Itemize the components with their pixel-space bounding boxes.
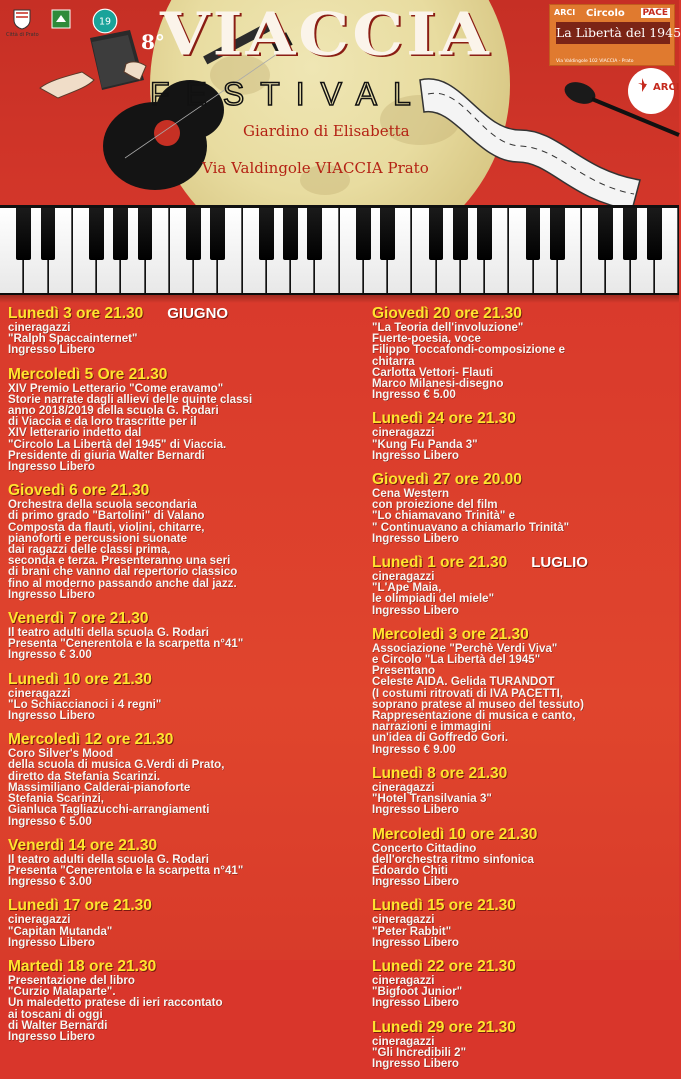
event-item (8, 671, 353, 722)
arci-logo (628, 68, 680, 114)
city-crest-icon (11, 8, 33, 30)
event-detail-line: Presenta "Cenerentola e la scarpetta n°41" (8, 637, 244, 651)
event-detail-line: "Bigfoot Junior" (372, 985, 463, 999)
event-detail-line: Filippo Toccafondi-composizione e (372, 343, 566, 357)
event-detail-line: Associazione "Perchè Verdi Viva" (372, 641, 558, 655)
event-detail-line: Presentano (372, 664, 436, 678)
event-detail-line: Ingresso Libero (8, 1029, 95, 1043)
event-detail-line: "L'Ape Maia, (372, 581, 442, 595)
event-detail-line: Ingresso Libero (8, 343, 95, 357)
event-date-time: Giovedì 20 ore 21.30 (372, 305, 522, 322)
event-detail-line: Ingresso Libero (8, 460, 95, 474)
piano-black-key (113, 208, 128, 260)
event-detail-line: Ingresso Libero (8, 587, 95, 601)
event-detail-line: soprano pratese al museo del tessuto) (372, 697, 584, 711)
event-item (8, 958, 353, 1042)
event-date-time: Lunedì 22 ore 21.30 (372, 957, 516, 975)
program-column-june (8, 305, 353, 1052)
event-detail-line: di Viaccia e da loro trascritte per il (8, 415, 197, 429)
piano-black-key (550, 208, 565, 260)
event-detail-line: Ingresso Libero (8, 709, 95, 723)
event-item (8, 731, 353, 826)
event-detail-line: Edoardo Chiti (372, 863, 448, 877)
event-detail-line: fino al moderno passando anche dal jazz. (8, 576, 237, 590)
event-item (8, 610, 353, 661)
event-date-time: Venerdì 7 ore 21.30 (8, 610, 149, 628)
event-detail-line: un'idea di Goffredo Gori. (372, 731, 509, 745)
event-detail-line: Ingresso Libero (372, 603, 459, 617)
event-date-time: Lunedì 8 ore 21.30 (372, 764, 508, 782)
piano-black-key (477, 208, 492, 260)
event-item (372, 1019, 674, 1070)
event-detail-line: Ingresso Libero (372, 996, 459, 1010)
event-detail-line: (I costumi ritrovati di IVA PACETTI, (372, 686, 564, 700)
event-detail-line: "La Teoria dell'involuzione" (372, 321, 524, 334)
event-detail-line: ai toscani di oggi (8, 1007, 103, 1021)
event-date-time: Lunedì 17 ore 21.30 (8, 897, 152, 915)
piano-black-key (380, 208, 395, 260)
event-detail-line: cineragazzi (8, 913, 71, 927)
event-detail-line: Ingresso Libero (372, 803, 459, 817)
event-detail-line: diretto da Stefania Scarinzi. (8, 769, 161, 783)
event-item (372, 958, 674, 1009)
event-date-time: Lunedì 3 ore 21.30 (8, 305, 144, 322)
sponsor-banner (549, 4, 681, 66)
piano-black-key (41, 208, 56, 260)
event-date-time: Venerdì 14 ore 21.30 (8, 836, 158, 854)
event-detail-line: cineragazzi (372, 780, 435, 794)
event-detail-line: Ingresso Libero (372, 875, 459, 889)
event-detail-line: dai ragazzi delle classi prima, (8, 543, 171, 557)
event-detail-line: di Walter Bernardi (8, 1018, 108, 1032)
event-detail-line: cineragazzi (8, 686, 71, 700)
event-detail-line: Marco Milanesi-disegno (372, 377, 504, 391)
event-detail-line: Composta da flauti, violini, chitarre, (8, 520, 205, 534)
event-detail-line: Ingresso € 5.00 (372, 388, 456, 402)
event-date-time: Giovedì 27 ore 20.00 (372, 471, 522, 489)
event-detail-line: Coro Silver's Mood (8, 747, 114, 761)
event-date-time: Lunedì 15 ore 21.30 (372, 897, 516, 915)
event-detail-line: "Kung Fu Panda 3" (372, 437, 478, 451)
venue-address: Via Valdingole VIACCIA Prato (202, 159, 429, 177)
event-item (8, 305, 353, 356)
event-detail-line: cineragazzi (8, 321, 71, 334)
piano-black-key (16, 208, 31, 260)
event-detail-line: Il teatro adulti della scuola G. Rodari (8, 626, 209, 640)
event-detail-line: Fuerte-poesia, voce (372, 332, 481, 346)
piano-black-key (647, 208, 662, 260)
month-label: LUGLIO (531, 554, 588, 572)
event-detail-line: Ingresso € 3.00 (8, 648, 92, 662)
event-date-time: Mercoledì 5 Ore 21.30 (8, 365, 168, 383)
venue-name: Giardino di Elisabetta (243, 122, 410, 140)
piano-black-key (453, 208, 468, 260)
piano-black-key (598, 208, 613, 260)
event-detail-line: cineragazzi (372, 426, 435, 440)
event-detail-line: Presidente di giuria Walter Bernardi (8, 448, 205, 462)
event-detail-line: Cena Western (372, 487, 450, 501)
event-detail-line: "Curzio Malaparte". (8, 985, 116, 999)
event-detail-line: della scuola di musica G.Verdi di Prato, (8, 758, 225, 772)
event-date-time: Lunedì 10 ore 21.30 (8, 670, 152, 688)
event-detail-line: Ingresso € 5.00 (8, 814, 92, 828)
event-detail-line: "Lo chiamavano Trinità" e (372, 509, 516, 523)
event-header-row (372, 554, 674, 571)
event-item (372, 765, 674, 816)
piano-black-key (186, 208, 201, 260)
badge-number: 19 (98, 16, 112, 28)
event-header-row (8, 305, 353, 322)
festival-subtitle: FESTIVAL (150, 76, 427, 112)
event-detail-line: " Continuavano a chiamarlo Trinità" (372, 520, 570, 534)
piano-black-key (138, 208, 153, 260)
sponsor-circolo-label: Circolo (586, 8, 625, 19)
piano-black-key (259, 208, 274, 260)
event-detail-line: Presentazione del libro (8, 973, 135, 987)
event-detail-line: Ingresso Libero (372, 448, 459, 462)
event-detail-line: Orchestra della scuola secondaria (8, 498, 197, 512)
event-item (372, 626, 674, 755)
event-detail-line: "Ralph Spaccainternet" (8, 332, 138, 346)
piano-black-key (429, 208, 444, 260)
event-item (372, 305, 674, 400)
arci-star-icon (628, 68, 680, 114)
event-detail-line: "Peter Rabbit" (372, 924, 452, 938)
event-detail-line: Gianluca Tagliazucchi-arrangiamenti (8, 803, 210, 817)
event-detail-line: "Hotel Transilvania 3" (372, 792, 492, 806)
arci-small-logo: ARCI (554, 8, 576, 17)
event-detail-line: Rappresentazione di musica e canto, (372, 709, 576, 723)
event-detail-line: Celeste AIDA. Gelida TURANDOT (372, 675, 555, 689)
event-detail-line: cineragazzi (372, 973, 435, 987)
event-detail-line: di brani che vanno dal repertorio classico (8, 565, 238, 579)
program-column-july (372, 305, 674, 1079)
event-item (372, 410, 674, 461)
event-detail-line: Il teatro adulti della scuola G. Rodari (8, 852, 209, 866)
event-item (372, 471, 674, 544)
event-detail-line: Ingresso € 9.00 (372, 742, 456, 756)
event-item (8, 366, 353, 473)
event-detail-line: "Gli Incredibili 2" (372, 1045, 467, 1059)
edition-number: 8° (141, 30, 165, 54)
event-item (372, 897, 674, 948)
event-date-time: Martedì 18 ore 21.30 (8, 957, 157, 975)
event-item (8, 837, 353, 888)
event-detail-line: Ingresso Libero (372, 1056, 459, 1070)
event-detail-line: con proiezione del film (372, 498, 498, 512)
event-detail-line: pianoforti e percussioni suonate (8, 531, 188, 545)
event-detail-line: "Circolo La Libertà del 1945" di Viaccia. (8, 437, 227, 451)
event-detail-line: "Lo Schiaccianoci i 4 regni" (8, 697, 162, 711)
event-detail-line: narrazioni e immagini (372, 720, 492, 734)
arci-logo-text: ARCI (653, 82, 680, 93)
event-detail-line: cineragazzi (372, 570, 435, 584)
event-detail-line: chitarra (372, 354, 415, 368)
piano-shadow (0, 293, 679, 303)
piano-black-key (526, 208, 541, 260)
event-detail-line: Stefania Scarinzi, (8, 792, 105, 806)
city-logo-caption: Città di Prato (6, 32, 39, 38)
event-detail-line: dell'orchestra ritmo sinfonica (372, 852, 534, 866)
event-item (8, 482, 353, 600)
piano-black-key (89, 208, 104, 260)
city-logo (6, 8, 39, 38)
event-detail-line: Concerto Cittadino (372, 841, 477, 855)
sponsor-address: Via Valdingole 102 VIACCIA - Prato (556, 59, 634, 64)
piano-black-key (307, 208, 322, 260)
event-detail-line: Un maledetto pratese di ieri raccontato (8, 996, 223, 1010)
event-detail-line: cineragazzi (372, 913, 435, 927)
event-detail-line: Storie narrate dagli allievi delle quinte classi (8, 392, 253, 406)
event-date-time: Lunedì 24 ore 21.30 (372, 410, 516, 428)
sponsor-name: La Libertà del 1945 (556, 22, 670, 44)
event-date-time: Mercoledì 10 ore 21.30 (372, 825, 538, 843)
event-detail-line: XIV Premio Letterario "Come eravamo" (8, 381, 224, 395)
piano-keyboard (0, 205, 679, 295)
month-label: GIUGNO (167, 305, 229, 322)
event-date-time: Lunedì 1 ore 21.30 (372, 554, 508, 572)
piano-black-key (210, 208, 225, 260)
event-detail-line: seconda e terza. Presenteranno una seri (8, 554, 231, 568)
event-detail-line: Ingresso € 3.00 (8, 875, 92, 889)
piano-black-key (356, 208, 371, 260)
event-detail-line: di primo grado "Bartolini" di Valano (8, 509, 205, 523)
event-date-time: Mercoledì 12 ore 21.30 (8, 731, 174, 749)
event-date-time: Mercoledì 3 ore 21.30 (372, 625, 529, 643)
green-crest-icon (50, 8, 72, 30)
sponsor-pace-badge: PACE (642, 8, 668, 18)
event-detail-line: Ingresso Libero (372, 531, 459, 545)
event-detail-line: XIV letterario indetto dal (8, 426, 142, 440)
event-detail-line: Carlotta Vettori- Flauti (372, 365, 494, 379)
event-detail-line: cineragazzi (372, 1034, 435, 1048)
event-date-time: Giovedì 6 ore 21.30 (8, 482, 150, 500)
event-detail-line: "Capitan Mutanda" (8, 924, 113, 938)
event-item (8, 897, 353, 948)
event-detail-line: e Circolo "La Libertà del 1945" (372, 653, 541, 667)
green-logo (50, 8, 72, 30)
event-item (372, 554, 674, 616)
event-detail-line: le olimpiadi del miele" (372, 592, 495, 606)
piano-black-key (283, 208, 298, 260)
piano-black-key (623, 208, 638, 260)
event-detail-line: Ingresso Libero (8, 935, 95, 949)
event-detail-line: Ingresso Libero (372, 935, 459, 949)
event-date-time: Lunedì 29 ore 21.30 (372, 1018, 516, 1036)
event-detail-line: Presenta "Cenerentola e la scarpetta n°41" (8, 863, 244, 877)
event-item (372, 826, 674, 888)
event-detail-line: Massimiliano Calderai-pianoforte (8, 780, 191, 794)
event-detail-line: anno 2018/2019 della scuola G. Rodari (8, 404, 219, 418)
festival-title: VIACCIA (160, 0, 492, 69)
